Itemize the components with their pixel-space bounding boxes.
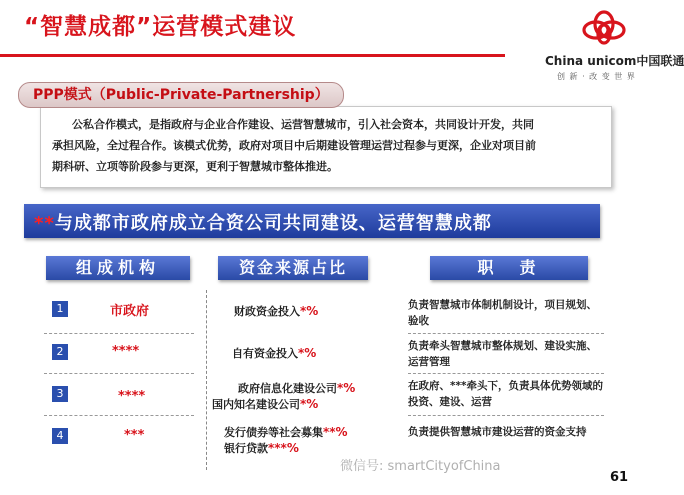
funding-percent: **% [323, 425, 348, 439]
row-duty: 负责智慧城市体制机制设计，项目规划、验收 [408, 299, 597, 327]
row-duty: 负责提供智慧城市建设运营的资金支持 [408, 426, 587, 438]
row-number: 2 [52, 344, 68, 360]
row-duty: 在政府、***牵头下，负责具体优势领域的投资、建设、运营 [408, 380, 603, 408]
row-divider [44, 415, 194, 416]
funding-percent: *% [300, 397, 319, 411]
funding-source: 国内知名建设公司 [212, 398, 300, 411]
title-divider [0, 54, 505, 57]
row-organization: 市政府 [110, 304, 150, 319]
banner-text [34, 209, 492, 235]
row-divider [44, 333, 194, 334]
ppp-model-label: PPP模式（Public-Private-Partnership） [18, 82, 344, 108]
banner-prefix: ** [34, 213, 55, 234]
ppp-description [52, 114, 608, 177]
funding-source: 自有资金投入 [232, 347, 298, 360]
column-header-duties: 职 责 [430, 256, 588, 280]
row-number: 1 [52, 301, 68, 317]
row-organization: *** [124, 428, 145, 443]
row-funding [212, 396, 318, 412]
page-title: “智慧成都”运营模式建议 [24, 14, 297, 40]
column-header-funding: 资金来源占比 [218, 256, 368, 280]
funding-percent: *% [298, 346, 317, 360]
ppp-line: 期科研、立项等阶段参与更深，更利于智慧城市整体推进。 [52, 160, 338, 173]
row-number: 4 [52, 428, 68, 444]
funding-percent: ***% [268, 441, 299, 455]
brand-name: China unicom中国联通 [545, 54, 684, 68]
row-divider [44, 373, 194, 374]
banner-main: 与成都市政府成立合资公司共同建设、运营智慧成都 [54, 213, 492, 234]
row-funding [232, 345, 316, 361]
row-funding [238, 380, 355, 396]
funding-source: 发行债券等社会募集 [224, 426, 323, 439]
row-funding [234, 303, 318, 319]
funding-source: 政府信息化建设公司 [238, 382, 337, 395]
row-divider [408, 373, 604, 374]
funding-source: 财政资金投入 [234, 305, 300, 318]
column-divider [206, 290, 207, 470]
page-number: 61 [610, 470, 629, 485]
wechat-watermark: 微信号: smartCityofChina [340, 459, 501, 474]
ppp-line: 公私合作模式，是指政府与企业合作建设、运营智慧城市，引入社会资本，共同设计开发，共同 [72, 118, 534, 131]
row-organization: **** [112, 344, 140, 359]
row-number: 3 [52, 386, 68, 402]
row-funding [224, 440, 299, 456]
funding-percent: *% [300, 304, 319, 318]
row-funding [224, 424, 348, 440]
brand-slogan: 创 新 · 改 变 世 界 [557, 72, 636, 81]
row-divider [408, 333, 604, 334]
funding-source: 银行贷款 [224, 442, 268, 455]
row-duty: 负责牵头智慧城市整体规划、建设实施、运营管理 [408, 340, 597, 368]
row-divider [408, 415, 604, 416]
column-header-organization: 组成机构 [46, 256, 190, 280]
row-organization: **** [118, 389, 146, 404]
funding-percent: *% [337, 381, 356, 395]
ppp-line: 承担风险，全过程合作。该模式优势，政府对项目中后期建设管理运营过程参与更深，企业对项目前 [52, 139, 536, 152]
